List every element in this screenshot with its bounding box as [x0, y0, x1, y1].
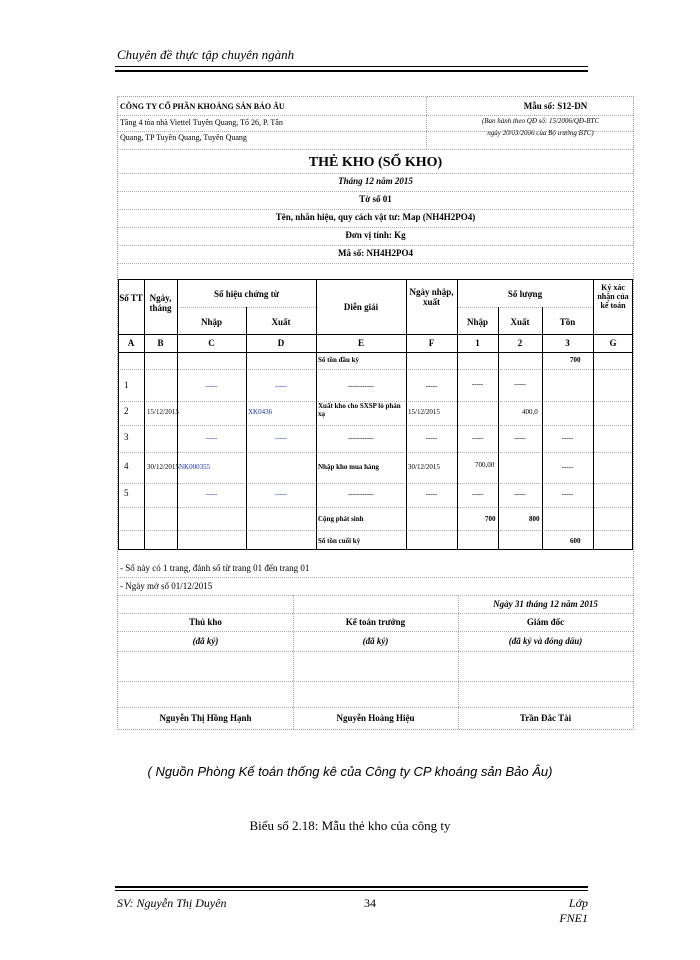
row-doc-out: XK0436 [248, 408, 273, 416]
col-header-date: Ngày, tháng [149, 293, 172, 313]
signer-name: Nguyễn Thị Hồng Hạnh [159, 713, 252, 723]
form-note-line1: (Ban hành theo QĐ số: 15/2006/QĐ-BTC [481, 117, 600, 125]
footer-page-number: 34 [364, 896, 376, 910]
note-open-date: - Ngày mở sổ 01/12/2015 [120, 581, 213, 591]
row-desc: Nhập kho mua hàng [318, 463, 379, 471]
row-desc: ----------- [348, 382, 374, 390]
signer-name: Nguyễn Hoàng Hiệu [336, 713, 415, 723]
letter-cell: C [208, 338, 215, 348]
row-qty-out: 400,0 [522, 408, 538, 416]
letter-cell: G [609, 338, 617, 348]
sign-date: Ngày 31 tháng 12 năm 2015 [493, 599, 598, 609]
row-doc-out: ----- [275, 490, 287, 498]
page-header-title: Chuyên đề thực tập chuyên ngành [117, 47, 295, 62]
row-date-in-out: ----- [425, 434, 438, 442]
row-doc-out: ----- [275, 382, 287, 390]
col-header-desc: Diễn giải [343, 302, 379, 312]
row-stt: 1 [124, 380, 129, 390]
row-qty-in: ----- [471, 490, 484, 498]
row-qty-out: ----- [514, 490, 526, 498]
opening-label: Số tồn đầu kỳ [318, 356, 360, 364]
row-doc-in: ----- [205, 490, 218, 498]
row-doc-out: ----- [275, 434, 287, 442]
card-month: Tháng 12 năm 2015 [338, 176, 413, 186]
footer-rule [115, 886, 588, 891]
col-header-stt: Số TT [119, 293, 143, 303]
row-qty-in: ----- [471, 434, 484, 442]
signer-role: Thủ kho [189, 617, 222, 627]
row-qty-stock: ----- [561, 463, 574, 471]
footer-student: SV: Nguyễn Thị Duyên [117, 896, 227, 910]
header-rule [115, 66, 588, 72]
row-desc: ----------- [348, 490, 374, 498]
row-qty-in: ----- [471, 380, 484, 388]
card-title: THẺ KHO (SỔ KHO) [308, 155, 443, 170]
row-date: 15/12/2015 [147, 408, 179, 416]
company-address-line1: Tầng 4 tòa nhà Viettel Tuyên Quang, Tổ 26, P. Tân [120, 118, 283, 127]
row-qty-stock: ----- [561, 490, 574, 498]
total-qty-out: 800 [529, 515, 540, 523]
row-stt: 5 [124, 488, 129, 498]
total-label: Cộng phát sinh [318, 515, 364, 523]
row-qty-out: ----- [514, 380, 526, 388]
signer-role: Giám đốc [526, 617, 565, 627]
letter-cell: F [428, 338, 435, 348]
footer-class: Lớp FNE1 [559, 896, 588, 925]
row-desc: Xuất kho cho SXSP lò phản xạ [318, 402, 401, 418]
figure-caption: Biểu số 2.18: Mẫu thẻ kho của công ty [249, 818, 451, 833]
col-header-qty-stock: Tồn [559, 317, 576, 327]
row-date-in-out: ----- [425, 382, 438, 390]
row-doc-in: ----- [205, 382, 218, 390]
company-address-line2: Quang, TP Tuyên Quang, Tuyên Quang [120, 133, 247, 142]
row-qty-in: 700,00 [475, 461, 495, 469]
signer-note: (đã ký) [362, 636, 389, 646]
row-qty-out: ----- [514, 434, 526, 442]
col-header-doc-group: Số hiệu chứng từ [213, 289, 280, 299]
letter-cell: 2 [517, 338, 523, 348]
row-qty-stock: ----- [561, 434, 574, 442]
letter-cell: 3 [565, 338, 570, 348]
signer-note: (đã ký) [192, 636, 219, 646]
signer-name: Trần Đắc Tài [519, 713, 572, 723]
letter-cell: B [157, 338, 164, 348]
letter-cell: 1 [475, 338, 480, 348]
unit: Đơn vị tính: Kg [345, 230, 406, 240]
letter-cell: D [277, 338, 285, 348]
note-pages: - Sổ này có 1 trang, đánh số từ trang 01 đến trang 01 [120, 563, 310, 573]
col-header-doc-in: Nhập [200, 317, 222, 327]
source-caption: ( Nguồn Phòng Kế toán thống kê của Công ty CP khoáng sản Bảo Âu) [147, 764, 553, 779]
form-note-line2: ngày 20/03/2006 của Bộ trưởng BTC) [487, 129, 594, 137]
col-header-qty-group: Số lượng [507, 289, 543, 299]
row-doc-in: ----- [205, 434, 218, 442]
row-date-in-out: 15/12/2015 [408, 408, 440, 416]
col-header-date-in-out: Ngày nhập, xuất [409, 287, 454, 307]
col-header-sign: Ký xác nhận của kế toán [597, 283, 629, 310]
opening-stock: 700 [570, 356, 581, 364]
row-doc-in: NK000355 [179, 463, 211, 471]
col-header-doc-out: Xuất [271, 317, 291, 327]
form-code: Mẫu số: S12-DN [523, 101, 588, 111]
row-date: 30/12/2015 [147, 463, 179, 471]
closing-label: Số tồn cuối kỳ [318, 537, 361, 545]
item-code: Mã số: NH4H2PO4 [338, 248, 413, 258]
col-header-qty-in: Nhập [466, 317, 488, 327]
letter-cell: A [127, 338, 135, 348]
signer-role: Kế toán trưởng [345, 617, 406, 627]
row-stt: 4 [124, 461, 129, 471]
sheet-number: Tờ số 01 [359, 194, 392, 204]
row-date-in-out: 30/12/2015 [408, 463, 440, 471]
closing-stock: 600 [570, 537, 581, 545]
row-date-in-out: ----- [425, 490, 438, 498]
item-name: Tên, nhãn hiệu, quy cách vật tư: Map (NH4H2PO4) [275, 212, 476, 222]
row-stt: 2 [124, 406, 129, 416]
total-qty-in: 700 [485, 515, 496, 523]
stock-card-form [117, 96, 634, 730]
col-header-qty-out: Xuất [510, 317, 530, 327]
row-stt: 3 [124, 432, 129, 442]
row-desc: ----------- [348, 434, 374, 442]
signer-note: (đã ký và đóng dấu) [508, 636, 583, 646]
letter-cell: E [357, 338, 364, 348]
company-name: CÔNG TY CỔ PHẦN KHOÁNG SẢN BẢO ÂU [120, 102, 285, 111]
